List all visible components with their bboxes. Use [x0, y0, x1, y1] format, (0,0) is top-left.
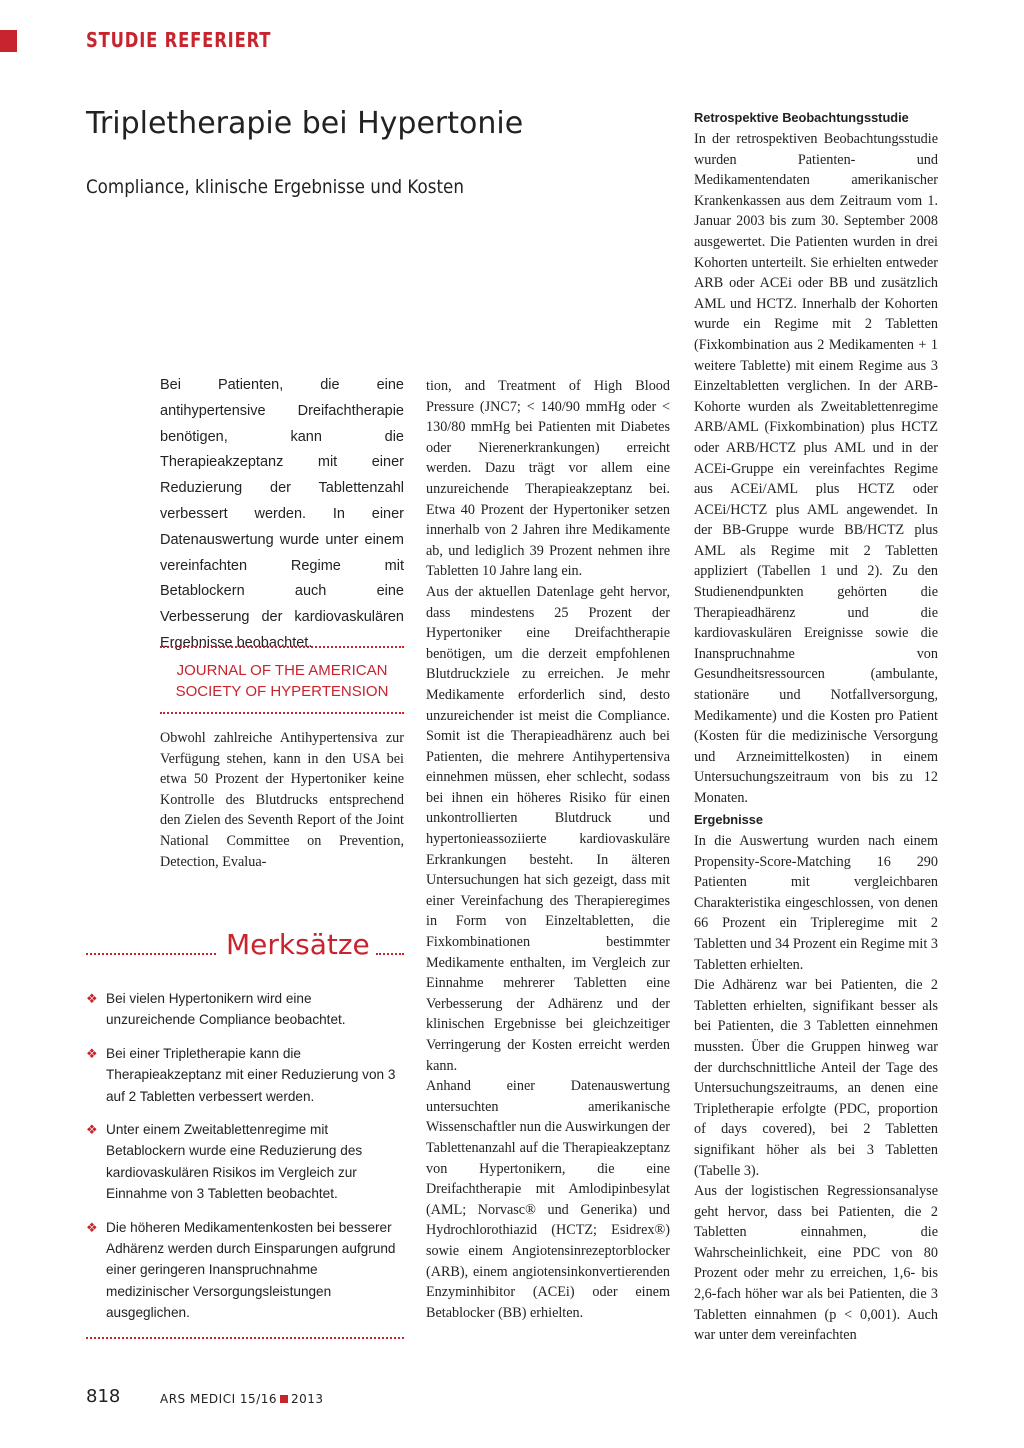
body-paragraph: Obwohl zahlreiche Antihypertensiva zur Verfügung stehen, kann in den USA bei etwa 50 Prozent der Hypertoniker keine Kontrolle des Blutdrucks entsprechend den Zielen des Seventh Report of the Joint National Committee on Prevention, Detection, Evalua-	[160, 730, 404, 870]
diamond-bullet-icon: ❖	[86, 1219, 98, 1235]
body-column-1	[160, 728, 404, 872]
divider	[86, 953, 216, 955]
section-heading: Retrospektive Beobachtungsstudie	[694, 110, 909, 125]
merksaetze-list	[86, 988, 404, 1336]
divider	[160, 646, 404, 648]
body-column-2	[426, 376, 670, 1323]
diamond-bullet-icon: ❖	[86, 1122, 98, 1138]
body-paragraph: Anhand einer Datenauswertung untersuchten amerikanische Wissenschaftler nun die Auswirkungen der Tablettenanzahl auf die Therapieakzeptanz von Hypertonikern, die eine Dreifachtherapie mit Amlodipinbesylat (AML; Norvasc® und Generika) und Hydrochlorothiazid (HCTZ; Esidrex®) sowie einem Angiotensinrezeptorblocker (ARB), einem angiotensinkonvertierenden Enzyminhibitor (ACEi) oder einem Betablocker (BB) erhielten.	[426, 1078, 670, 1321]
body-paragraph: tion, and Treatment of High Blood Pressure (JNC7; < 140/90 mmHg oder < 130/80 mmHg bei Patienten mit Diabetes oder Nierenerkrankungen) erreicht werden. Dazu trägt vor allem eine unzureichende Therapieakzeptanz bei. Etwa 40 Prozent der Hypertoniker setzen innerhalb von 2 Jahren ihre Medikamente ab, und lediglich 39 Prozent nehmen ihre Tabletten 10 Jahre lang ein.	[426, 378, 670, 580]
diamond-bullet-icon: ❖	[86, 991, 98, 1006]
section-label: STUDIE REFERIERT	[86, 28, 272, 52]
body-paragraph: In der retrospektiven Beobachtungsstudie wurden Patienten- und Medikamentendaten amerikanischer Krankenkassen aus dem Zeitraum vom 1. Januar 2003 bis zum 30. September 2008 ausgewertet. Die Patienten wurden in drei Kohorten unterteilt. Sie erhielten entweder ARB oder ACEi oder BB und zusätzlich AML und HCTZ. Innerhalb der Kohorten wurde ein Regime mit 2 Tabletten (Fixkombination aus 2 Medikamenten + 1 weitere Tablette) mit einem Regime aus 3 Einzeltabletten verglichen. In der ARB-Kohorte wurden als Zweitablettenregime ARB/AML (Fixkombination) plus HCTZ oder ARB/HCTZ plus AML und in der ACEi-Gruppe ein vereinfachtes Regime aus ACEi/AML plus HCTZ oder ACEi/HCTZ plus AML angewendet. In der BB-Gruppe wurde BB/HCTZ plus AML als Regime mit 2 Tabletten appliziert (Tabellen 1 und 2). Zu den Studienendpunkten gehörten die Therapieadhärenz und die kardiovaskulären Ereignisse sowie die Inanspruchnahme von Gesundheitsressourcen (ambulante, stationäre und Notfallversorgung, Medikamente) und die Kosten pro Patient (Kosten für die medizinische Versorgung und Arzneimittelkosten) in einem Untersuchungszeitraum von bis zu 12 Monaten.	[694, 131, 938, 806]
journal-year: 2013	[291, 1392, 324, 1406]
body-paragraph: Aus der aktuellen Datenlage geht hervor, dass mindestens 25 Prozent der Hypertoniker eine Dreifachtherapie benötigen, um die derzeit empfohlenen Blutdruckziele zu erreichen. Je mehr Medikamente erforderlich sind, desto unzureichender ist meist die Compliance. Somit ist die Therapieadhärenz auch bei Patienten, die mehrere Antihypertensiva einnehmen müssen, eher schlecht, sodass bei ihnen ein höheres Risiko für einen unkontrollierten Blutdruck und hypertonieassoziierte kardiovaskuläre Erkrankungen besteht. In älteren Untersuchungen hat sich gezeigt, dass mit einer Vereinfachung des Therapieregimes in Form von Einzeltabletten, die Fixkombinationen bestimmter Medikamente enthalten, im Vergleich zur Einnahme mehrerer Tabletten eine Verbesserung der Adhärenz und der klinischen Ergebnisse bei gleichzeitiger Verringerung der Kosten erreicht werden kann.	[426, 583, 670, 1074]
body-column-3	[694, 129, 938, 809]
divider	[86, 1337, 404, 1339]
diamond-bullet-icon: ❖	[86, 1045, 98, 1061]
body-paragraph: In die Auswertung wurden nach einem Propensity-Score-Matching 16 290 Patienten mit vergleichbaren Charakteristika eingeschlossen, von denen 66 Prozent ein Tripleregime mit 2 Tabletten und 34 Prozent ein Regime mit 3 Tabletten erhielten.	[694, 833, 938, 973]
body-column-3-results	[694, 831, 938, 1346]
article-lead: Bei Patienten, die eine antihypertensive Dreifachtherapie benötigen, kann die Therapieakzeptanz mit einer Reduzierung der Tablettenzahl verbessert werden. In einer Datenauswertung wurde unter einem vereinfachten Regime mit Betablockern auch eine Verbesserung der kardiovaskulären Ergebnisse beobachtet.	[160, 377, 404, 651]
article-title: Tripletherapie bei Hypertonie	[86, 106, 524, 141]
page-number: 818	[86, 1386, 121, 1407]
list-item: ❖ Bei einer Tripletherapie kann die Therapieakzeptanz mit einer Reduzierung von 3 auf 2 Tabletten verbessert werden.	[86, 1043, 404, 1107]
body-paragraph: Aus der logistischen Regressionsanalyse geht hervor, dass bei Patienten, die 2 Tabletten einnahmen, die Wahrscheinlichkeit, eine PDC von 80 Prozent oder mehr zu erreichen, 1,6- bis 2,6-fach höher war als bei Patienten, die 3 Tabletten einnahmen (p < 0,001). Auch war unter dem vereinfachten	[694, 1183, 938, 1344]
square-separator-icon	[280, 1395, 288, 1403]
source-journal: JOURNAL OF THE AMERICAN SOCIETY OF HYPERTENSION	[175, 662, 389, 700]
list-item: ❖ Unter einem Zweitablettenregime mit Betablockern wurde eine Reduzierung des kardiovaskulären Risikos im Vergleich zur Einnahme von 3 Tabletten beobachtet.	[86, 1119, 404, 1205]
section-marker	[0, 30, 17, 52]
journal-name: ARS MEDICI 15/16	[160, 1392, 278, 1406]
list-item: ❖ Die höheren Medikamentenkosten bei besserer Adhärenz werden durch Einsparungen aufgrund einer geringeren Inanspruchnahme medizinischer Versorgungsleistungen ausgeglichen.	[86, 1217, 404, 1324]
divider	[160, 712, 404, 714]
divider	[376, 953, 404, 955]
merksaetze-title: Merksätze	[226, 928, 370, 961]
article-subtitle: Compliance, klinische Ergebnisse und Kosten	[86, 176, 464, 198]
section-heading: Ergebnisse	[694, 812, 763, 827]
journal-footer	[160, 1392, 324, 1406]
body-paragraph: Die Adhärenz war bei Patienten, die 2 Tabletten erhielten, signifikant besser als bei Patienten, die 3 Tabletten einnehmen mussten. Über die Gruppen hinweg war der durchschnittliche Anteil der Tage des Untersuchungszeitraums, an denen eine Tripletherapie erfolgte (PDC, proportion of days covered), bei 2 Tabletten signifikant höher als bei 3 Tabletten (Tabelle 3).	[694, 977, 938, 1179]
list-item: ❖ Bei vielen Hypertonikern wird eine unzureichende Compliance beobachtet.	[86, 988, 404, 1031]
